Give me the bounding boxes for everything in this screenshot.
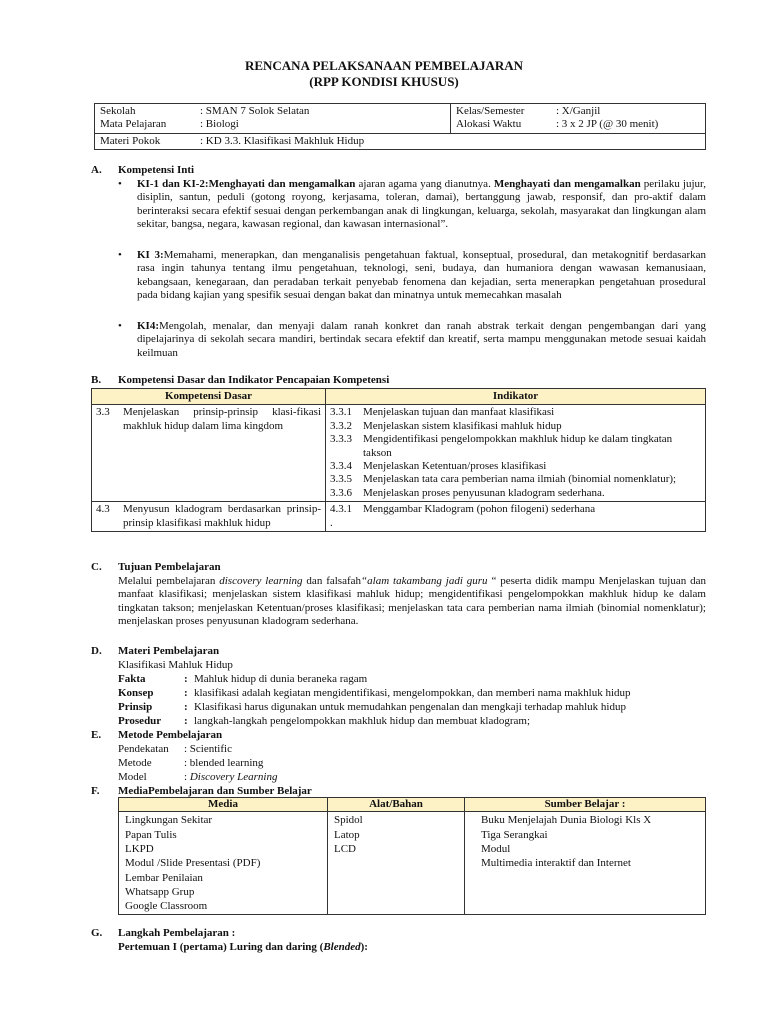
indikator-num: 3.3.4 xyxy=(330,460,352,473)
section-a-letter: A. xyxy=(91,164,102,176)
materi-fakta-row xyxy=(118,673,706,686)
kd-33-text: Menjelaskan prinsip-prinsip klasi-fikasi makhluk hidup dalam lima kingdom xyxy=(123,406,321,432)
prinsip-colon: : xyxy=(184,701,188,713)
kd-33-num: 3.3 xyxy=(96,406,110,419)
section-c-heading xyxy=(91,561,221,574)
section-f-letter: F. xyxy=(91,785,100,797)
section-b-letter: B. xyxy=(91,374,102,386)
fakta-value: Mahluk hidup di dunia beraneka ragam xyxy=(194,673,368,685)
section-e-heading xyxy=(91,729,222,742)
kelas-value: : X/Ganjil xyxy=(556,105,601,117)
indikator-item xyxy=(330,460,701,473)
ki3-lead: KI 3: xyxy=(137,249,164,261)
list-item: LKPD xyxy=(125,843,154,855)
list-item: LCD xyxy=(334,843,356,855)
alokasi-label: Alokasi Waktu xyxy=(456,118,522,131)
section-g-heading xyxy=(91,927,235,940)
list-item: Google Classroom xyxy=(125,900,208,913)
indikator-text: Menjelaskan Ketentuan/proses klasifikasi xyxy=(363,460,547,473)
tujuan-italic-2: “alam takambang jadi guru xyxy=(361,575,488,587)
header-cell-materi xyxy=(95,133,706,149)
pertemuan-line xyxy=(118,941,706,954)
section-e-letter: E. xyxy=(91,729,102,741)
indikator-num: 3.3.2 xyxy=(330,419,352,432)
section-a-heading xyxy=(91,164,194,177)
konsep-label: Konsep xyxy=(118,687,154,699)
materi-prinsip-row xyxy=(118,701,706,714)
pertemuan-text-c: ): xyxy=(360,941,368,953)
prosedur-label: Prosedur xyxy=(118,715,162,727)
sumber-col-header: Sumber Belajar : xyxy=(465,798,706,812)
materi-konsep-row xyxy=(118,687,706,700)
indikator-num: 4.3.1 xyxy=(330,503,352,516)
sumber-list-cell xyxy=(465,812,706,915)
doc-title: RENCANA PELAKSANAAN PEMBELAJARAN xyxy=(244,58,524,73)
pertemuan-text-italic: Blended xyxy=(323,941,361,953)
konsep-colon: : xyxy=(184,687,188,699)
header-cell-right xyxy=(451,104,706,134)
ki4-lead: KI4: xyxy=(137,320,159,332)
section-d-heading xyxy=(91,645,219,658)
pendekatan-value: : Scientific xyxy=(184,743,232,755)
tujuan-text-3: “ peserta didik mampu Menjelaskan tujuan dan manfaat klasifikasi; menjelaskan sistem klasifikasi mahluk hidup; mengidentifikasi pengelompokkan makhluk hidup ke dalam tingkatan takson; menjelaskan Ketentuan/proses klasifikasi; menjelaskan tata cara pemberian nama ilmiah (binomial nomenklatur); menjelaskan proses penyusunan kladogram sederhana. xyxy=(118,575,706,628)
indikator-num: 3.3.1 xyxy=(330,406,352,419)
list-item: Buku Menjelajah Dunia Biologi Kls X xyxy=(481,814,652,827)
table-row xyxy=(92,405,706,502)
table-row xyxy=(119,812,706,915)
list-item: Spidol xyxy=(334,814,363,827)
doc-subtitle: (RPP KONDISI KHUSUS) xyxy=(309,74,459,89)
list-item: Latop xyxy=(334,828,360,841)
header-cell-left xyxy=(95,104,451,134)
ki1-bold: Menghayati dan mengamalkan xyxy=(493,178,641,190)
indikator-text: Menjelaskan sistem klasifikasi mahluk hidup xyxy=(363,419,562,432)
list-item: Tiga Serangkai xyxy=(481,828,548,841)
materi-prosedur-row xyxy=(118,715,706,728)
kelas-label: Kelas/Semester xyxy=(456,105,525,117)
metode-pendekatan-row xyxy=(118,743,706,756)
kd-col-header: Kompetensi Dasar xyxy=(92,389,326,405)
metode-label: Metode xyxy=(118,757,152,769)
media-list-cell xyxy=(119,812,328,915)
header-table xyxy=(94,103,706,150)
mapel-value: : Biologi xyxy=(200,118,239,131)
section-f-title: MediaPembelajaran dan Sumber Belajar xyxy=(118,785,312,797)
indikator-item xyxy=(330,420,701,433)
tujuan-text-1: Melalui pembelajaran xyxy=(118,575,220,587)
ki4-rest: Mengolah, menalar, dan menyaji dalam ranah konkret dan ranah abstrak terkait dengan pengembangan dari yang dipelajarinya di sekolah secara mandiri, bertindak secara efektif dan kreatif, serta mampu menggunakan metode sesuai kaidah keilmuan xyxy=(137,320,706,359)
indikator-text: Menjelaskan tujuan dan manfaat klasifikasi xyxy=(363,406,555,419)
mapel-label: Mata Pelajaran xyxy=(100,118,167,131)
media-table xyxy=(118,797,706,915)
section-b-heading xyxy=(91,374,389,387)
indikator-item xyxy=(330,503,701,516)
indikator-num: 3.3.5 xyxy=(330,473,352,486)
fakta-label: Fakta xyxy=(118,673,146,685)
prosedur-colon: : xyxy=(184,715,188,727)
ki1-paragraph xyxy=(137,178,706,232)
kd-indikator-table xyxy=(91,388,706,532)
section-c-title: Tujuan Pembelajaran xyxy=(118,561,221,573)
prinsip-value: Klasifikasi harus digunakan untuk memudahkan pengenalan dan mengkaji terhadap mahluk hidup xyxy=(194,701,626,713)
materi-topic: Klasifikasi Mahluk Hidup xyxy=(118,659,233,671)
alat-col-header: Alat/Bahan xyxy=(328,798,465,812)
pertemuan-text-a: Pertemuan I (pertama) Luring dan daring ( xyxy=(118,941,324,953)
table-row xyxy=(92,502,706,532)
list-item: Multimedia interaktif dan Internet xyxy=(481,857,631,870)
indikator-col-header: Indikator xyxy=(326,389,706,405)
metode-metode-row xyxy=(118,757,706,770)
kd-33-cell xyxy=(92,405,326,502)
ki4-paragraph xyxy=(137,320,706,360)
indikator-item xyxy=(330,406,701,419)
indikator-num: 3.3.6 xyxy=(330,486,352,499)
prosedur-value: langkah-langkah pengelompokkan makhluk hidup dan membuat kladogram; xyxy=(194,715,531,727)
materi-label: Materi Pokok xyxy=(100,134,161,147)
section-b-title: Kompetensi Dasar dan Indikator Pencapaian Kompetensi xyxy=(118,374,390,386)
ki3-rest: Memahami, menerapkan, dan menganalisis pengetahuan faktual, konseptual, prosedural, dan metakognitif berdasarkan rasa ingin tahunya tentang ilmu pengetahuan, teknologi, seni, budaya, dan humaniora dengan wawasan kemanusiaan, kebangsaan, kenegaraan, dan peradaban terkait penyebab fenomena dan kejadian, serta menerapkan pengetahuan prosedural pada bidang kajian yang spesifik sesuai dengan bakat dan minatnya untuk memecahkan masalah xyxy=(137,249,706,302)
model-value: Discovery Learning xyxy=(189,771,278,783)
konsep-value: klasifikasi adalah kegiatan mengidentifikasi, mengelompokkan, dan memberi nama makhluk hidup xyxy=(194,687,631,699)
materi-value: : KD 3.3. Klasifikasi Makhluk Hidup xyxy=(200,134,365,147)
media-col-header: Media xyxy=(119,798,328,812)
list-item: Papan Tulis xyxy=(125,828,177,841)
list-item: Modul /Slide Presentasi (PDF) xyxy=(125,857,261,870)
indikator-33-cell xyxy=(326,405,706,502)
indikator-trailing-dot: . xyxy=(330,516,333,529)
tujuan-text-2: dan falsafah xyxy=(302,575,362,587)
list-item: Whatsapp Grup xyxy=(125,885,195,898)
ki1-lead: KI-1 dan KI-2:Menghayati dan mengamalkan xyxy=(137,178,356,190)
kd-43-text: Menyusun kladogram berdasarkan prinsip-prinsip klasifikasi makhluk hidup xyxy=(123,503,321,529)
metode-model-row xyxy=(118,771,706,784)
model-label: Model xyxy=(118,771,147,783)
alokasi-value: : 3 x 2 JP (@ 30 menit) xyxy=(556,118,659,131)
tujuan-italic-1: discovery learning xyxy=(219,575,303,587)
kd-43-cell xyxy=(92,502,326,532)
ki1-mid: ajaran agama yang dianutnya. xyxy=(355,178,494,190)
kd-43-num: 4.3 xyxy=(96,503,110,516)
indikator-text: Menjelaskan tata cara pemberian nama ilmiah (binomial nomenklatur); xyxy=(363,473,677,486)
ki3-paragraph xyxy=(137,249,706,303)
tujuan-paragraph xyxy=(118,575,706,629)
prinsip-label: Prinsip xyxy=(118,701,153,713)
model-colon: : xyxy=(184,771,190,783)
ki1-rest: perilaku jujur, disiplin, santun, peduli (gotong royong, kerjasama, toleran, damai), bertanggung jawab, responsif, dan pro-aktif dalam berinteraksi secara efektif sesuai dengan perkembangan anak di lingkungan, keluarga, sekolah, masyarakat dan lingkungan alam sekitar, bangsa, negara, kawasan regional, dan kawasan internasional”. xyxy=(137,178,706,231)
pendekatan-label: Pendekatan xyxy=(118,743,169,755)
section-a-title: Kompetensi Inti xyxy=(118,164,195,176)
indikator-text: Menggambar Kladogram (pohon filogeni) sederhana xyxy=(363,503,596,516)
indikator-43-cell xyxy=(326,502,706,532)
indikator-item xyxy=(330,433,701,460)
indikator-num: 3.3.3 xyxy=(330,433,352,446)
section-c-letter: C. xyxy=(91,561,102,573)
indikator-text: Menjelaskan proses penyusunan kladogram sederhana. xyxy=(363,486,605,499)
indikator-text: Mengidentifikasi pengelompokkan makhluk hidup ke dalam tingkatan takson xyxy=(363,433,673,459)
section-d-letter: D. xyxy=(91,645,102,657)
section-d-title: Materi Pembelajaran xyxy=(118,645,220,657)
section-g-title: Langkah Pembelajaran : xyxy=(118,927,236,939)
indikator-item xyxy=(330,487,701,500)
list-item: Lingkungan Sekitar xyxy=(125,814,213,827)
alat-list-cell xyxy=(328,812,465,915)
section-e-title: Metode Pembelajaran xyxy=(118,729,223,741)
fakta-colon: : xyxy=(184,673,188,685)
sekolah-label: Sekolah xyxy=(100,105,136,117)
list-item: Modul xyxy=(481,843,511,855)
indikator-item xyxy=(330,473,701,486)
metode-value: : blended learning xyxy=(184,757,264,769)
list-item: Lembar Penilaian xyxy=(125,871,203,884)
section-g-letter: G. xyxy=(91,927,103,939)
sekolah-value: : SMAN 7 Solok Selatan xyxy=(200,105,310,117)
